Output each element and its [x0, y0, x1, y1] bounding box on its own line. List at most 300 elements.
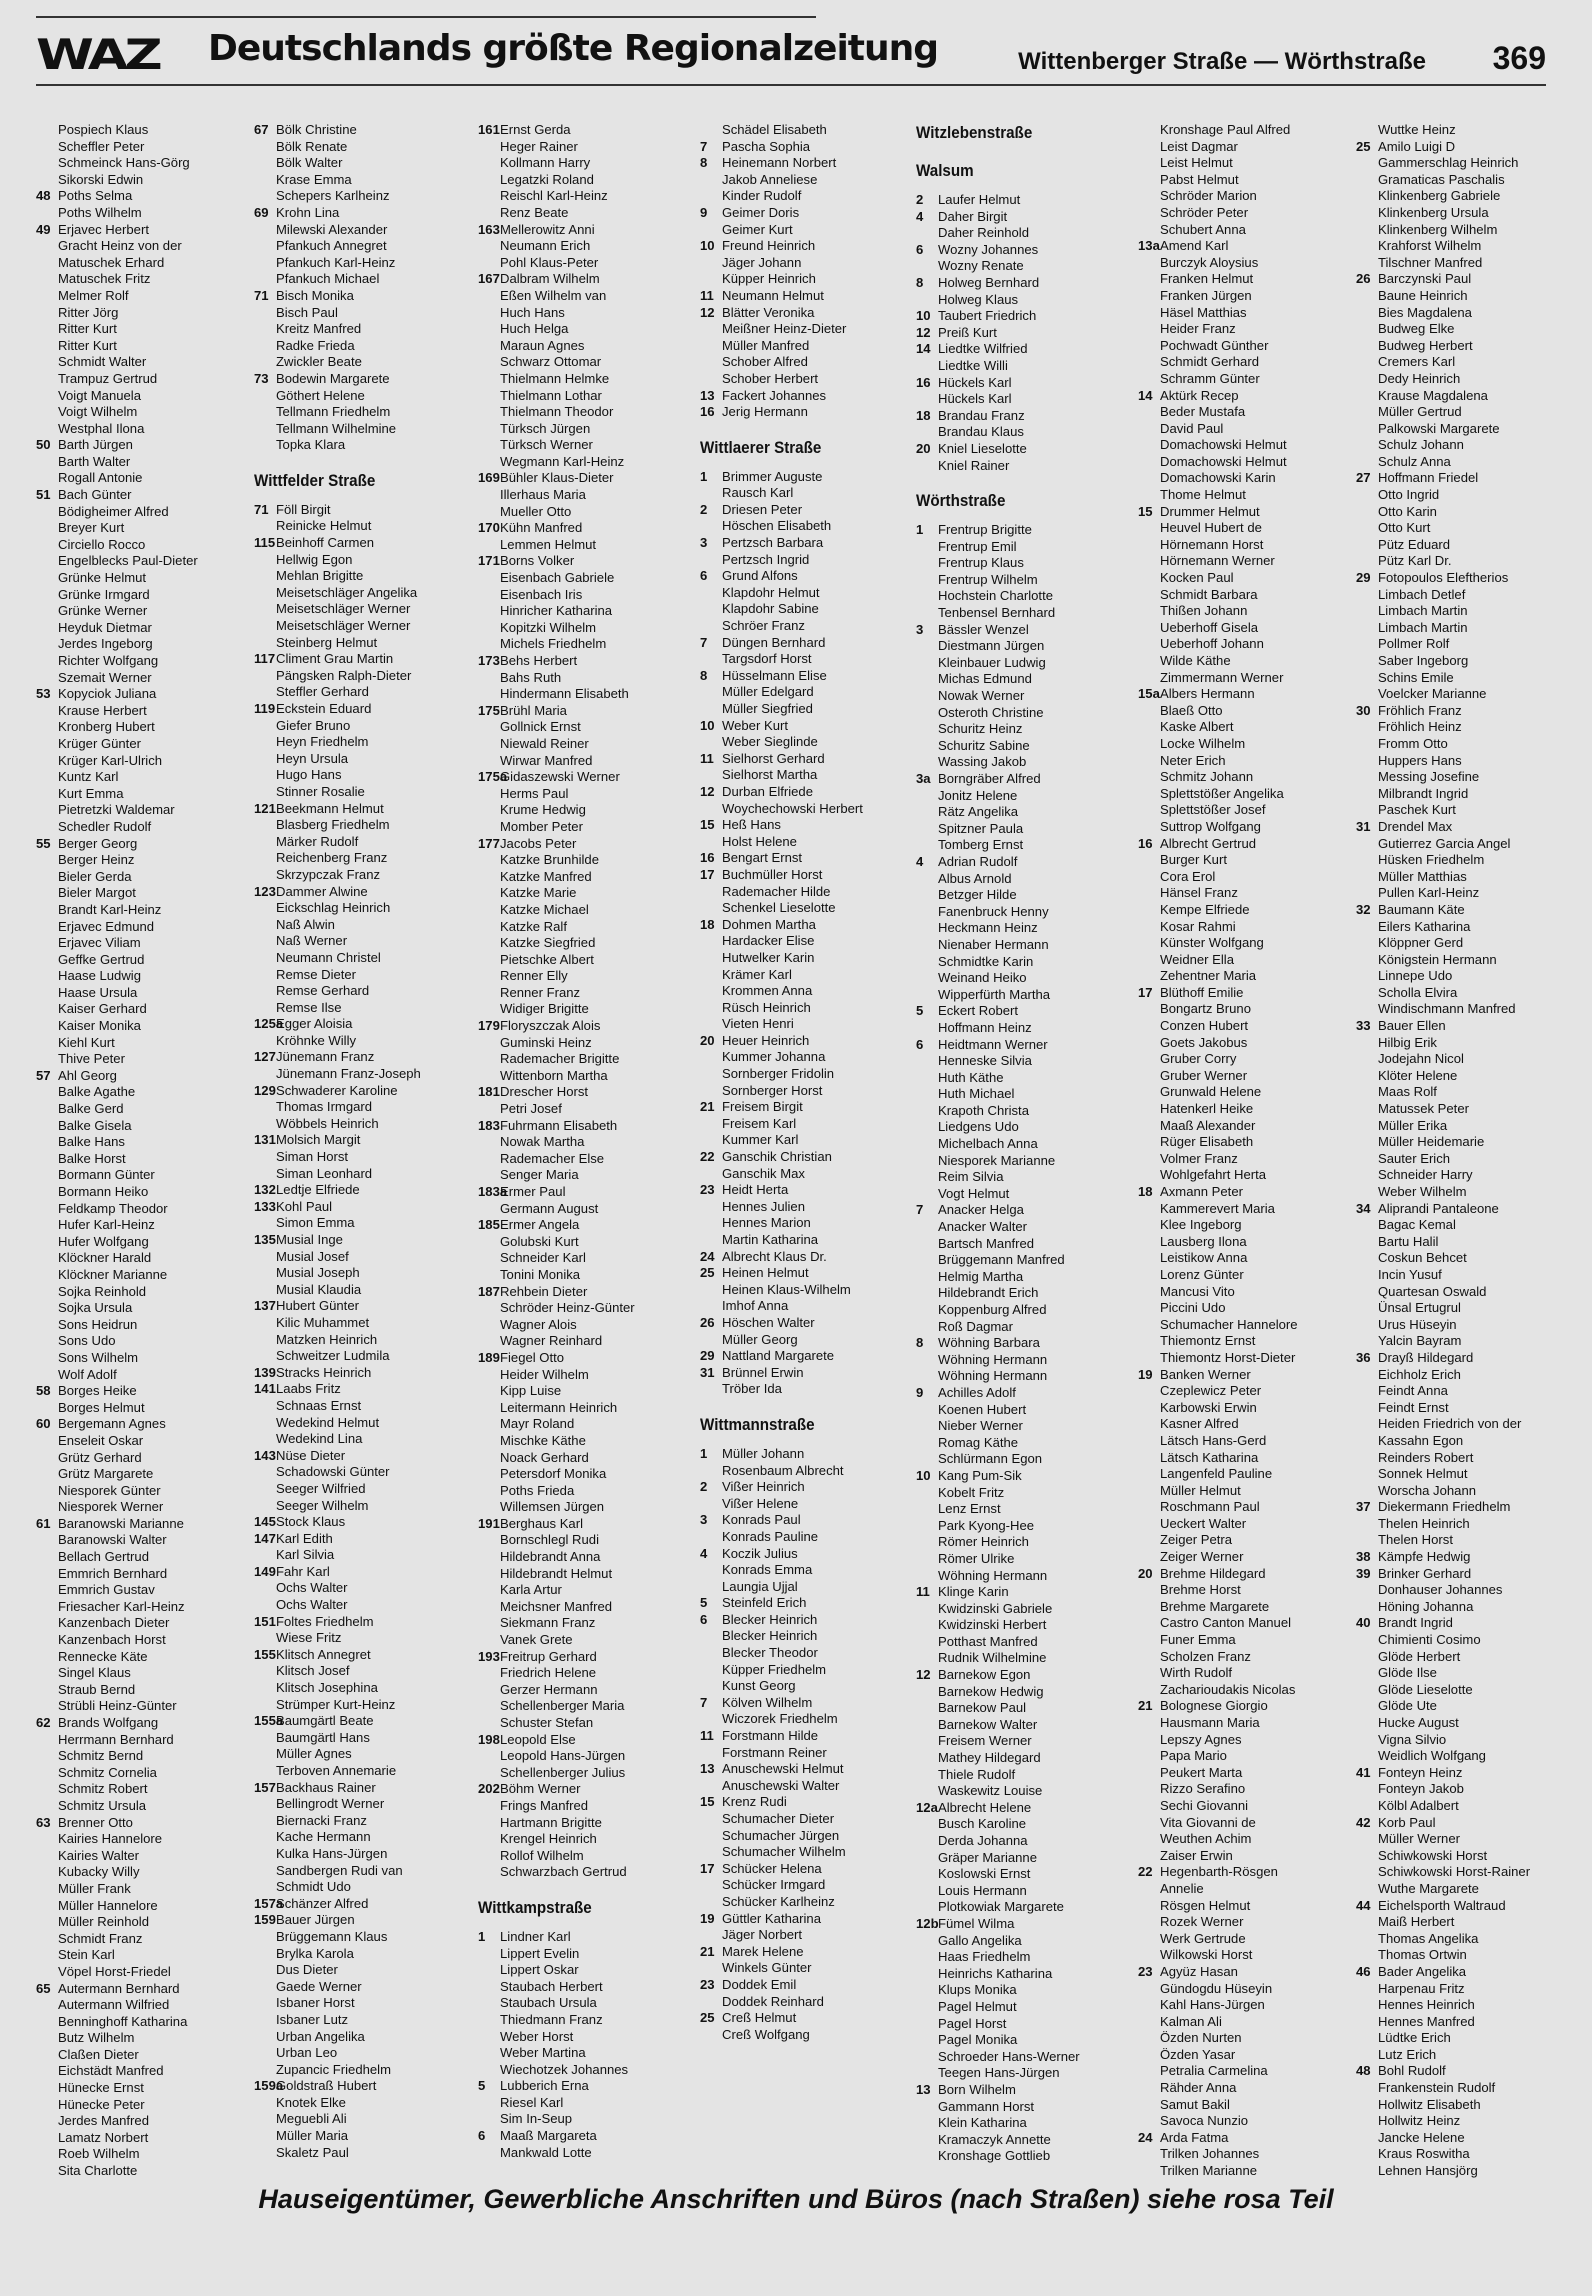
house-number: 132	[254, 1182, 276, 1198]
house-number: 11	[700, 287, 714, 303]
directory-entry: Jerdes Ingeborg	[58, 636, 153, 652]
directory-entry	[254, 1049, 464, 1066]
directory-entry	[478, 2078, 688, 2095]
directory-entry	[700, 404, 910, 421]
directory-entry: Schmidt Gerhard	[1160, 354, 1259, 370]
directory-entry: Domachowski Karin	[1160, 470, 1276, 486]
directory-entry: Gerzer Hermann	[500, 1681, 598, 1697]
directory-entry: Zacharioudakis Nicolas	[1160, 1681, 1296, 1697]
resident-name: Eckstein Eduard	[276, 701, 372, 716]
directory-entry: Heiden Friedrich von der	[1378, 1416, 1522, 1432]
directory-entry: Renz Beate	[500, 204, 569, 220]
directory-entry	[916, 1202, 1126, 1219]
resident-name: Aktürk Recep	[1160, 387, 1239, 403]
directory-entry: Hildebrandt Erich	[938, 1285, 1039, 1301]
directory-entry: Linnepe Udo	[1378, 968, 1453, 984]
directory-entry	[478, 1350, 688, 1367]
directory-entry	[916, 1037, 1126, 1054]
column-4	[700, 122, 910, 2043]
directory-entry: Weinand Heiko	[938, 970, 1027, 986]
directory-entry: Fröhlich Heinz	[1378, 719, 1462, 735]
directory-entry	[916, 341, 1126, 358]
directory-entry: Emmrich Gustav	[58, 1582, 155, 1598]
directory-entry: Balke Hans	[58, 1134, 125, 1150]
directory-entry: Özden Nurten	[1160, 2030, 1242, 2046]
directory-entry	[1138, 985, 1348, 1002]
directory-entry	[1356, 703, 1566, 720]
directory-entry	[1356, 1898, 1566, 1915]
resident-name: Beekmann Helmut	[276, 800, 384, 816]
directory-entry: Jäger Johann	[722, 254, 802, 270]
house-number: 33	[1356, 1018, 1371, 1034]
directory-entry: Skrzypczak Franz	[276, 866, 381, 882]
directory-entry: Klups Monika	[938, 1982, 1017, 1998]
directory-entry: Ochs Walter	[276, 1597, 348, 1613]
directory-entry: Müller Manfred	[722, 337, 810, 353]
directory-entry: Hünecke Peter	[58, 2096, 145, 2112]
house-number: 155	[254, 1646, 276, 1662]
directory-entry: Müller Matthias	[1378, 868, 1467, 884]
resident-name: Liedtke Wilfried	[938, 341, 1028, 357]
house-number: 14	[1138, 387, 1153, 403]
resident-name: Forstmann Hilde	[722, 1728, 819, 1744]
directory-entry: Ueckert Walter	[1160, 1515, 1247, 1531]
directory-entry	[254, 801, 464, 818]
directory-entry: Rähder Anna	[1160, 2080, 1237, 2096]
directory-entry	[1138, 238, 1348, 255]
directory-entry: Lamatz Norbert	[58, 2129, 149, 2145]
resident-name: Konrads Paul	[722, 1512, 801, 1528]
directory-entry	[254, 1232, 464, 1249]
directory-entry: Herrmann Bernhard	[58, 1731, 174, 1747]
directory-entry: Hollwitz Elisabeth	[1378, 2096, 1481, 2112]
house-number: 7	[916, 1202, 924, 1218]
directory-entry: Savoca Nunzio	[1160, 2113, 1249, 2129]
resident-name: Dammer Alwine	[276, 883, 368, 899]
resident-name: Grund Alfons	[722, 568, 798, 584]
directory-entry: Park Kyong-Hee	[938, 1517, 1035, 1533]
house-number: 14	[916, 341, 931, 357]
directory-entry	[478, 836, 688, 853]
directory-entry: Thelen Horst	[1378, 1532, 1453, 1548]
directory-entry: Ritter Kurt	[58, 337, 117, 353]
directory-entry	[916, 854, 1126, 871]
directory-entry: Türksch Werner	[500, 437, 593, 453]
house-number: 17	[700, 1860, 715, 1876]
house-number: 18	[916, 407, 931, 423]
directory-entry	[36, 487, 246, 504]
resident-name: Bühler Klaus-Dieter	[500, 470, 614, 486]
directory-entry: Pietschke Albert	[500, 951, 594, 967]
directory-entry: Müller Heidemarie	[1378, 1134, 1485, 1150]
directory-entry: Wiechotzek Johannes	[500, 2061, 629, 2077]
directory-entry: Bödigheimer Alfred	[58, 503, 169, 519]
directory-entry: Wittenborn Martha	[500, 1067, 608, 1083]
resident-name: Musial Inge	[276, 1232, 343, 1247]
house-number: 27	[1356, 470, 1371, 486]
directory-entry: Katzke Ralf	[500, 918, 567, 934]
directory-entry: Jancke Helene	[1378, 2129, 1465, 2145]
house-number: 36	[1356, 1349, 1371, 1365]
directory-entry: Hennes Julien	[722, 1198, 805, 1214]
directory-entry: Wuthe Margarete	[1378, 1880, 1479, 1896]
directory-entry: Henneske Silvia	[938, 1053, 1032, 1069]
directory-entry	[478, 470, 688, 487]
directory-entry: Herms Paul	[500, 785, 569, 801]
directory-entry: Schädel Elisabeth	[722, 122, 827, 137]
resident-name: Anuschewski Helmut	[722, 1761, 844, 1777]
directory-entry: Schücker Karlheinz	[722, 1893, 835, 1909]
directory-entry: Diestmann Jürgen	[938, 638, 1045, 654]
resident-name: Pertzsch Barbara	[722, 535, 824, 551]
directory-entry: Konrads Pauline	[722, 1528, 819, 1544]
directory-entry: Betzger Hilde	[938, 887, 1017, 903]
directory-entry: Remse Gerhard	[276, 983, 370, 999]
directory-entry	[700, 1365, 910, 1382]
directory-entry	[1356, 271, 1566, 288]
directory-entry: Klöppner Gerd	[1378, 935, 1464, 951]
directory-entry: Schmidtke Karin	[938, 953, 1034, 969]
directory-entry: Funer Emma	[1160, 1632, 1236, 1648]
directory-entry: Hoffmann Heinz	[938, 1019, 1032, 1035]
resident-name: Kniel Lieselotte	[938, 440, 1027, 456]
directory-entry: Klein Katharina	[938, 2115, 1027, 2131]
directory-entry: Mischke Käthe	[500, 1432, 586, 1448]
directory-entry: Wohlgefahrt Herta	[1160, 1167, 1267, 1183]
directory-entry	[478, 1649, 688, 1666]
directory-entry: Bieler Gerda	[58, 868, 132, 884]
directory-entry: Franken Helmut	[1160, 271, 1254, 287]
directory-entry	[700, 2010, 910, 2027]
directory-entry: Koppenburg Alfred	[938, 1302, 1047, 1317]
directory-entry	[700, 305, 910, 322]
directory-entry: Märker Rudolf	[276, 833, 359, 849]
directory-entry: Niesporek Werner	[58, 1499, 164, 1515]
top-rule	[36, 16, 816, 18]
directory-entry: Lehnen Hansjörg	[1378, 2163, 1478, 2179]
directory-entry: Senger Maria	[500, 1167, 579, 1183]
directory-entry	[1138, 2130, 1348, 2147]
resident-name: Climent Grau Martin	[276, 651, 394, 667]
resident-name: Dohmen Martha	[722, 916, 816, 932]
directory-entry: Balke Horst	[58, 1150, 126, 1166]
directory-entry: Tellmann Friedhelm	[276, 404, 391, 420]
directory-entry: Michels Friedhelm	[500, 636, 607, 652]
directory-entry: Kaiser Monika	[58, 1018, 141, 1034]
directory-entry: Kobelt Fritz	[938, 1484, 1005, 1500]
directory-entry: Zehentner Maria	[1160, 968, 1257, 984]
directory-entry: Trampuz Gertrud	[58, 370, 158, 386]
house-number: 69	[254, 204, 269, 220]
directory-entry	[1356, 2063, 1566, 2080]
directory-entry: Müller Edelgard	[722, 684, 814, 700]
directory-entry: Lippert Evelin	[500, 1945, 580, 1961]
resident-name: Dalbram Wilhelm	[500, 271, 600, 287]
directory-entry: Frings Manfred	[500, 1797, 589, 1813]
house-number: 23	[700, 1182, 715, 1198]
directory-entry	[36, 1981, 246, 1998]
resident-name: Schänzer Alfred	[276, 1895, 369, 1911]
directory-entry: Pängsken Ralph-Dieter	[276, 667, 412, 683]
directory-entry: Wedekind Lina	[276, 1431, 363, 1447]
resident-name: Banken Werner	[1160, 1366, 1251, 1382]
resident-name: Hückels Karl	[938, 374, 1012, 390]
house-number: 65	[36, 1980, 51, 1996]
directory-entry	[36, 686, 246, 703]
directory-entry: Kleinbauer Ludwig	[938, 654, 1046, 670]
directory-entry: Schmitz Ursula	[58, 1797, 147, 1813]
directory-entry: Kaiser Gerhard	[58, 1001, 147, 1017]
house-number: 189	[478, 1349, 500, 1365]
directory-entry: Circiello Rocco	[58, 536, 146, 552]
directory-entry: Limbach Martin	[1378, 603, 1468, 619]
directory-entry	[1138, 388, 1348, 405]
house-number: 12	[916, 324, 931, 340]
directory-entry: Pagel Helmut	[938, 1998, 1017, 2014]
directory-entry	[1138, 1698, 1348, 1715]
directory-entry: Heger Rainer	[500, 138, 578, 154]
house-number: 26	[700, 1314, 715, 1330]
directory-entry	[36, 1516, 246, 1533]
directory-entry: Chimienti Cosimo	[1378, 1632, 1481, 1648]
resident-name: Föll Birgit	[276, 501, 331, 517]
directory-entry: Thomas Ortwin	[1378, 1947, 1467, 1963]
directory-entry	[700, 850, 910, 867]
directory-entry: Roeb Wilhelm	[58, 2146, 140, 2162]
directory-entry: Balke Gerd	[58, 1101, 124, 1117]
directory-entry: Sauter Erich	[1378, 1150, 1451, 1166]
directory-entry: Wagner Alois	[500, 1316, 577, 1332]
directory-entry: Kopitzki Wilhelm	[500, 619, 597, 635]
directory-entry: Kronberg Hubert	[58, 719, 155, 735]
directory-entry: Zeiger Werner	[1160, 1549, 1244, 1565]
directory-entry: Samut Bakil	[1160, 2096, 1230, 2112]
directory-entry: Sielhorst Martha	[722, 767, 818, 783]
directory-entry	[478, 1732, 688, 1749]
directory-entry: Hörnemann Werner	[1160, 553, 1275, 569]
directory-entry: Scheffler Peter	[58, 138, 145, 154]
directory-entry: Westphal Ilona	[58, 420, 145, 436]
house-number: 46	[1356, 1963, 1371, 1979]
directory-entry: Legatzki Roland	[500, 171, 594, 187]
directory-entry	[1138, 1367, 1348, 1384]
directory-entry: Krüger Günter	[58, 735, 141, 751]
directory-entry: Brehme Margarete	[1160, 1598, 1270, 1614]
resident-name: Fiegel Otto	[500, 1349, 565, 1365]
resident-name: Borges Heike	[58, 1383, 137, 1399]
resident-name: Nüse Dieter	[276, 1447, 346, 1463]
house-number: 157	[254, 1779, 276, 1795]
house-number: 49	[36, 221, 51, 237]
directory-entry: Schenkel Lieselotte	[722, 900, 836, 916]
directory-entry: Kiehl Kurt	[58, 1034, 115, 1050]
directory-entry: Liedgens Udo	[938, 1119, 1019, 1135]
directory-entry	[700, 1761, 910, 1778]
directory-entry: Albus Arnold	[938, 870, 1012, 886]
directory-entry: Huch Helga	[500, 321, 569, 337]
directory-entry: Bölk Renate	[276, 138, 348, 154]
directory-entry: Schulz Johann	[1378, 437, 1464, 453]
directory-entry: Otto Ingrid	[1378, 487, 1440, 503]
resident-name: Floryszczak Alois	[500, 1018, 601, 1034]
directory-entry	[700, 1512, 910, 1529]
directory-entry: Rogall Antonie	[58, 470, 143, 486]
directory-entry: Huppers Hans	[1378, 752, 1462, 768]
directory-entry	[700, 817, 910, 834]
house-number: 143	[254, 1447, 276, 1463]
directory-entry: Krause Herbert	[58, 702, 147, 718]
directory-entry: Bieler Margot	[58, 885, 136, 901]
directory-entry: Quartesan Oswald	[1378, 1283, 1487, 1299]
directory-entry	[700, 139, 910, 156]
directory-entry: Thiele Rudolf	[938, 1766, 1016, 1782]
directory-entry: Pütz Eduard	[1378, 536, 1451, 552]
directory-entry: Papa Mario	[1160, 1748, 1227, 1764]
directory-entry: Matzken Heinrich	[276, 1331, 378, 1347]
directory-entry	[254, 535, 464, 552]
directory-entry: Schadowski Günter	[276, 1464, 390, 1480]
directory-entry: Kniel Rainer	[938, 457, 1010, 473]
directory-entry: Pochwadt Günther	[1160, 337, 1269, 353]
directory-entry: Schmitz Cornelia	[58, 1764, 157, 1780]
directory-entry: Küpper Friedhelm	[722, 1661, 827, 1677]
resident-name: Berger Georg	[58, 835, 138, 851]
house-number: 60	[36, 1416, 51, 1432]
directory-entry: Mankwald Lotte	[500, 2144, 592, 2160]
directory-entry: Musial Joseph	[276, 1265, 360, 1281]
house-number: 7	[700, 634, 708, 650]
resident-name: Karl Edith	[276, 1530, 333, 1546]
directory-entry: Katzke Manfred	[500, 868, 592, 884]
directory-entry: Klapdohr Helmut	[722, 584, 820, 600]
directory-entry: Grütz Gerhard	[58, 1449, 142, 1465]
directory-entry: Huch Hans	[500, 304, 565, 320]
resident-name: Bengart Ernst	[722, 850, 803, 866]
directory-entry: Hardacker Elise	[722, 933, 815, 949]
directory-entry	[254, 1896, 464, 1913]
directory-entry: Piccini Udo	[1160, 1300, 1226, 1316]
directory-entry: Mayr Roland	[500, 1416, 575, 1432]
house-number: 20	[1138, 1565, 1153, 1581]
directory-entry: Krause Magdalena	[1378, 387, 1488, 403]
house-number: 8	[916, 274, 924, 290]
directory-entry	[1356, 902, 1566, 919]
directory-entry: Woychechowski Herbert	[722, 800, 863, 816]
directory-entry: Zwickler Beate	[276, 354, 362, 370]
street-heading: Wittmannstraße	[700, 1415, 815, 1434]
directory-entry	[700, 205, 910, 222]
directory-entry: Anacker Walter	[938, 1219, 1028, 1235]
directory-entry: Hänsel Franz	[1160, 885, 1238, 901]
directory-entry	[700, 388, 910, 405]
directory-entry: Müller Hannelore	[58, 1897, 158, 1913]
directory-entry	[254, 205, 464, 222]
directory-entry: Hatenkerl Heike	[1160, 1101, 1254, 1117]
directory-entry: Müller Werner	[1378, 1831, 1460, 1847]
directory-entry: Sikorski Edwin	[58, 171, 144, 187]
directory-entry: Schröer Franz	[722, 618, 805, 634]
directory-entry: Wegmann Karl-Heinz	[500, 453, 625, 469]
directory-entry: Teegen Hans-Jürgen	[938, 2065, 1060, 2081]
directory-entry: Emmrich Bernhard	[58, 1565, 168, 1581]
directory-entry: Voelcker Marianne	[1378, 686, 1487, 702]
resident-name: Albers Hermann	[1160, 686, 1255, 702]
resident-name: Amilo Luigi D	[1378, 138, 1456, 154]
directory-entry: Kanzenbach Horst	[58, 1632, 166, 1648]
directory-entry: Leitermann Heinrich	[500, 1399, 618, 1415]
resident-name: Fuhrmann Elisabeth	[500, 1117, 618, 1133]
directory-entry: Staubach Herbert	[500, 1978, 603, 1994]
house-number: 13a	[1138, 238, 1160, 254]
directory-entry: Otto Kurt	[1378, 520, 1431, 536]
directory-entry: Poths Wilhelm	[58, 204, 142, 220]
directory-entry: Steffler Gerhard	[276, 684, 369, 700]
directory-entry	[700, 1612, 910, 1629]
resident-name: Laufer Helmut	[938, 192, 1021, 207]
directory-entry: Grünke Helmut	[58, 570, 147, 586]
directory-entry: Heider Franz	[1160, 321, 1236, 337]
directory-entry: Barth Walter	[58, 453, 131, 469]
directory-entry: Barnekow Walter	[938, 1716, 1038, 1732]
directory-entry: Blecker Heinrich	[722, 1628, 818, 1644]
directory-entry: Sita Charlotte	[58, 2163, 138, 2179]
house-number: 139	[254, 1364, 276, 1380]
directory-entry: Thielmann Helmke	[500, 370, 610, 386]
house-number: 127	[254, 1049, 276, 1065]
directory-entry: Weber Sieglinde	[722, 734, 818, 750]
house-number: 11	[700, 750, 714, 766]
house-number: 15	[700, 817, 715, 833]
directory-entry: Reim Silvia	[938, 1169, 1004, 1185]
directory-entry: Karbowski Erwin	[1160, 1399, 1257, 1415]
directory-entry: Gollnick Ernst	[500, 719, 581, 735]
directory-entry: Gündogdu Hüseyin	[1160, 1980, 1273, 1996]
directory-entry: Freisem Werner	[938, 1733, 1032, 1749]
directory-entry	[478, 1929, 688, 1946]
house-number: 9	[700, 204, 708, 220]
directory-entry: Schmitz Bernd	[58, 1748, 144, 1764]
directory-entry: Benninghoff Katharina	[58, 2013, 188, 2029]
directory-entry	[478, 222, 688, 239]
directory-entry: Franken Jürgen	[1160, 287, 1252, 303]
house-number: 115	[254, 535, 276, 551]
directory-entry	[700, 1149, 910, 1166]
directory-entry: Osteroth Christine	[938, 704, 1044, 720]
directory-entry: Schröder Peter	[1160, 204, 1249, 220]
directory-entry: Nienaber Hermann	[938, 936, 1049, 952]
directory-entry: Thißen Johann	[1160, 603, 1248, 619]
directory-entry: Weuthen Achim	[1160, 1831, 1252, 1847]
directory-entry: Vigna Silvio	[1378, 1731, 1447, 1747]
directory-entry: Seeger Wilfried	[276, 1480, 366, 1496]
directory-entry: Domachowski Helmut	[1160, 453, 1287, 469]
resident-name: Heinen Helmut	[722, 1265, 809, 1281]
directory-entry: Gammerschlag Heinrich	[1378, 155, 1519, 171]
resident-name: Diekermann Friedhelm	[1378, 1499, 1511, 1515]
directory-entry: Laungia Ujjal	[722, 1578, 798, 1594]
directory-entry: Rätz Angelika	[938, 804, 1019, 820]
directory-entry: Kramaczyk Annette	[938, 2131, 1051, 2147]
directory-entry	[916, 771, 1126, 788]
directory-entry: Schroeder Hans-Werner	[938, 2048, 1080, 2064]
house-number: 1	[700, 468, 708, 484]
directory-entry: Vita Giovanni de	[1160, 1814, 1256, 1830]
directory-entry: Autermann Wilfried	[58, 1997, 170, 2013]
directory-entry: Eßen Wilhelm van	[500, 287, 607, 303]
house-number: 38	[1356, 1549, 1371, 1565]
directory-entry: Mancusi Vito	[1160, 1283, 1235, 1299]
resident-name: Jünemann Franz	[276, 1049, 375, 1065]
